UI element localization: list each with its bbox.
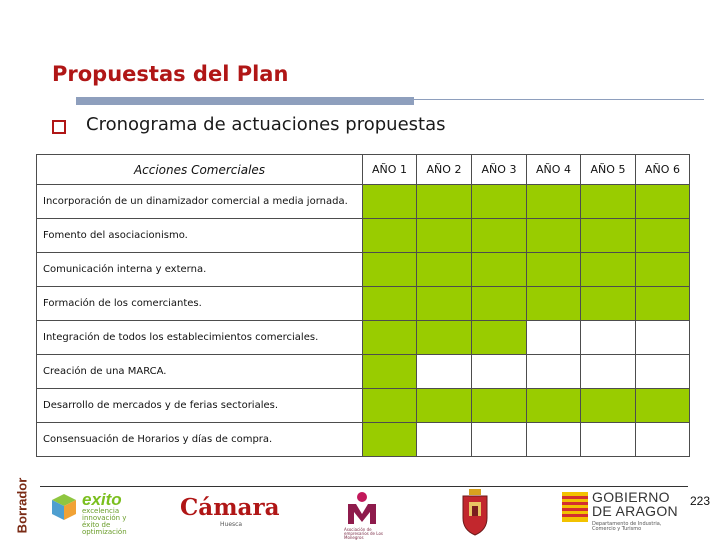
schedule-body [37, 185, 690, 457]
schedule-cell-empty [527, 423, 581, 457]
header-actions: Acciones Comerciales [37, 155, 363, 185]
exito-logo [48, 490, 138, 534]
schedule-cell-active [636, 253, 690, 287]
schedule-cell-empty [472, 423, 527, 457]
schedule-cell-empty [417, 355, 472, 389]
table-row [37, 389, 690, 423]
schedule-cell-active [363, 423, 417, 457]
schedule-cell-empty [527, 355, 581, 389]
schedule-cell-empty [636, 423, 690, 457]
schedule-cell-active [581, 287, 636, 321]
table-row [37, 287, 690, 321]
table-row [37, 185, 690, 219]
schedule-cell-active [417, 287, 472, 321]
footer-divider [40, 486, 688, 487]
schedule-cell-active [363, 219, 417, 253]
schedule-table [36, 154, 690, 457]
header-year: AÑO 6 [636, 155, 690, 185]
aragon-flag-icon [562, 490, 588, 524]
schedule-cell-active [472, 321, 527, 355]
schedule-cell-empty [581, 321, 636, 355]
header-year: AÑO 1 [363, 155, 417, 185]
coat-of-arms-logo [460, 488, 490, 540]
action-label: Formación de los comerciantes. [37, 287, 363, 321]
schedule-cell-empty [417, 423, 472, 457]
schedule-cell-active [417, 389, 472, 423]
schedule-cell-empty [636, 355, 690, 389]
gobierno-aragon-logo [562, 490, 682, 534]
schedule-cell-active [581, 219, 636, 253]
schedule-cell-active [363, 389, 417, 423]
schedule-cell-active [363, 355, 417, 389]
schedule-cell-active [527, 389, 581, 423]
schedule-cell-active [472, 253, 527, 287]
exito-tagline: excelencia innovación y éxito de optimización [82, 507, 127, 536]
slide-subtitle: Cronograma de actuaciones propuestas [86, 114, 446, 135]
schedule-cell-empty [527, 321, 581, 355]
action-label: Integración de todos los establecimientos comerciales. [37, 321, 363, 355]
exito-cube-icon [48, 490, 80, 524]
schedule-cell-active [581, 185, 636, 219]
schedule-cell-active [363, 253, 417, 287]
schedule-cell-active [363, 321, 417, 355]
slide-title: Propuestas del Plan [52, 62, 289, 86]
schedule-cell-active [417, 253, 472, 287]
schedule-cell-active [527, 287, 581, 321]
schedule-cell-active [527, 185, 581, 219]
aragon-sub: Departamento de Industria, Comercio y Turismo [592, 521, 662, 532]
draft-stamp-text: Borrador [14, 477, 30, 534]
schedule-cell-active [581, 253, 636, 287]
schedule-cell-active [363, 185, 417, 219]
table-row [37, 219, 690, 253]
header-year: AÑO 3 [472, 155, 527, 185]
schedule-cell-active [472, 219, 527, 253]
camara-sub: Huesca [220, 521, 243, 528]
schedule-cell-active [581, 389, 636, 423]
schedule-cell-active [636, 287, 690, 321]
table-row [37, 253, 690, 287]
schedule-cell-active [472, 185, 527, 219]
header-year: AÑO 4 [527, 155, 581, 185]
exito-name: exito [82, 490, 122, 509]
schedule-cell-active [417, 185, 472, 219]
schedule-cell-active [472, 287, 527, 321]
schedule-cell-active [472, 389, 527, 423]
table-header-row [37, 155, 690, 185]
schedule-cell-empty [581, 355, 636, 389]
table-row [37, 321, 690, 355]
monegros-sub: Asociación de empresarios de Los Monegros [344, 527, 383, 540]
action-label: Creación de una MARCA. [37, 355, 363, 389]
draft-stamp [8, 477, 38, 538]
schedule-cell-empty [472, 355, 527, 389]
monegros-logo [344, 490, 383, 540]
action-label: Comunicación interna y externa. [37, 253, 363, 287]
table-row [37, 423, 690, 457]
table-row [37, 355, 690, 389]
action-label: Desarrollo de mercados y de ferias sectoriales. [37, 389, 363, 423]
action-label: Consensuación de Horarios y días de compra. [37, 423, 363, 457]
action-label: Incorporación de un dinamizador comercial a media jornada. [37, 185, 363, 219]
schedule-cell-empty [636, 321, 690, 355]
schedule-cell-active [636, 185, 690, 219]
header-year: AÑO 2 [417, 155, 472, 185]
title-underline [414, 99, 704, 100]
page-number: 223 [689, 494, 710, 508]
coat-of-arms-icon [460, 488, 490, 536]
title-accent-bar [76, 97, 414, 105]
schedule-cell-active [636, 389, 690, 423]
schedule-cell-active [527, 219, 581, 253]
schedule-cell-active [363, 287, 417, 321]
schedule-cell-active [417, 321, 472, 355]
action-label: Fomento del asociacionismo. [37, 219, 363, 253]
camara-name: Cámara [180, 494, 280, 521]
header-year: AÑO 5 [581, 155, 636, 185]
camara-logo [180, 494, 279, 528]
schedule-cell-active [636, 219, 690, 253]
schedule-cell-empty [581, 423, 636, 457]
schedule-cell-active [417, 219, 472, 253]
m-figure-icon [344, 490, 380, 526]
aragon-name: GOBIERNO DE ARAGON [592, 489, 678, 519]
schedule-cell-active [527, 253, 581, 287]
square-bullet-icon [52, 120, 66, 134]
